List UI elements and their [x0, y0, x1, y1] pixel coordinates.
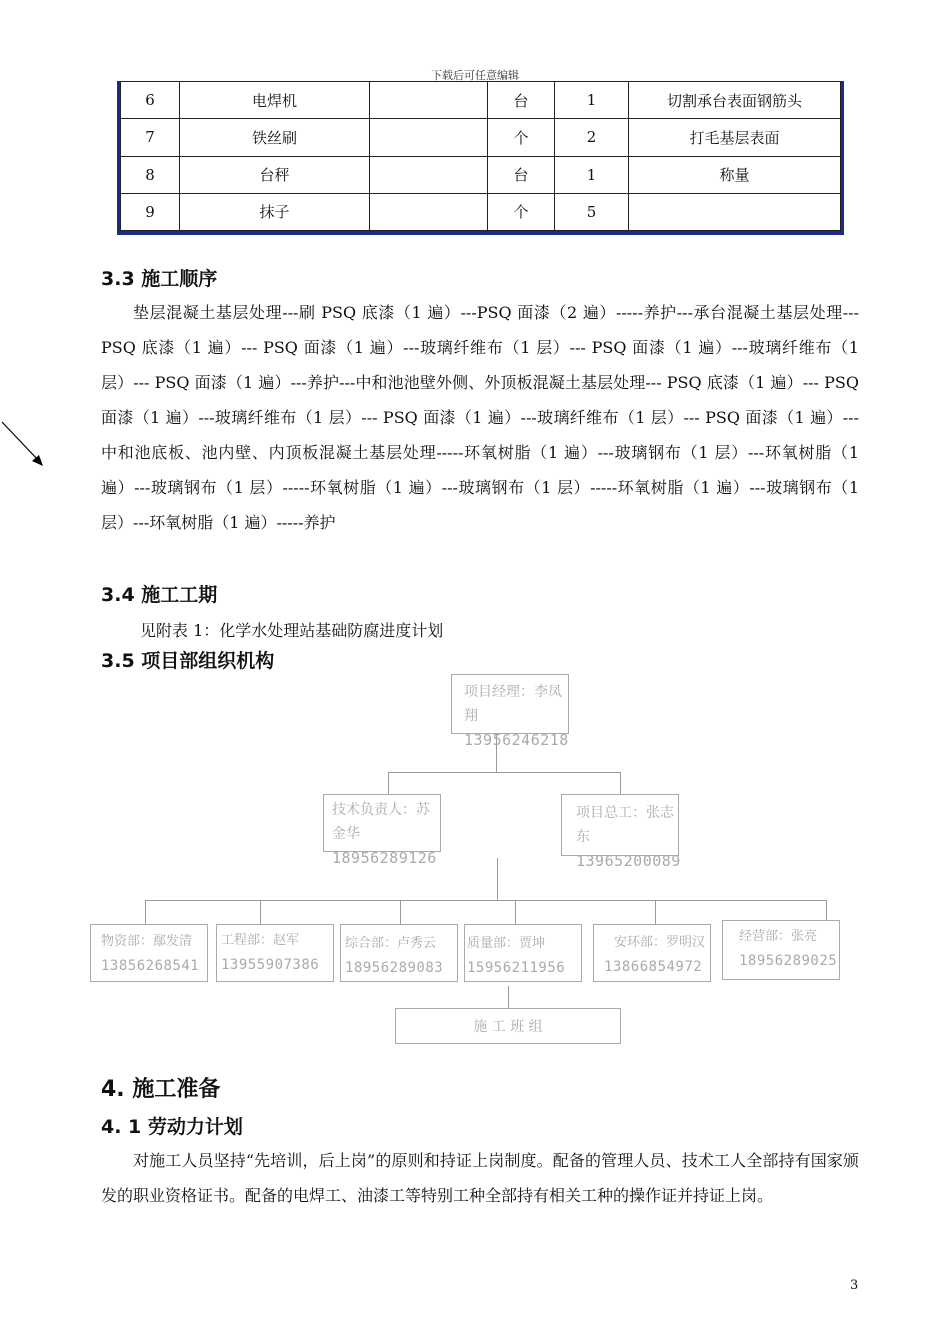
org-title: 技术负责人：苏金华 [332, 802, 430, 842]
cell-purpose [629, 193, 841, 230]
org-title: 经营部：张亮 [739, 929, 818, 944]
cell-name: 台秤 [180, 156, 370, 193]
org-phone: 18956289126 [332, 849, 437, 867]
connector-line [497, 858, 498, 900]
cell-unit: 台 [488, 82, 555, 119]
cell-no: 7 [121, 119, 180, 156]
org-phone: 15956211956 [467, 960, 566, 976]
cell-spec [370, 156, 488, 193]
connector-line [515, 900, 516, 924]
org-phone: 13856268541 [101, 958, 200, 974]
org-box-technical-lead [323, 794, 441, 867]
section-heading-3-4: 3.4 施工工期 [101, 584, 218, 606]
cell-spec [370, 82, 488, 119]
cell-no: 8 [121, 156, 180, 193]
org-box-business-dept [722, 920, 840, 980]
section-heading-3-5: 3.5 项目部组织机构 [101, 650, 275, 672]
schedule-reference: 见附表 1：化学水处理站基础防腐进度计划 [140, 621, 444, 640]
cell-unit: 个 [488, 193, 555, 230]
connector-line [620, 772, 621, 794]
construction-sequence-paragraph [101, 295, 859, 540]
table-row [121, 156, 841, 193]
org-title: 工程部：赵军 [221, 933, 300, 948]
paragraph-text: 对施工人员坚持“先培训，后上岗”的原则和持证上岗制度。配备的管理人员、技术工人全部持有国家颁发的职业资格证书。配备的电焊工、油漆工等特别工种全部持有相关工种的操作证并持证上岗。 [101, 1151, 859, 1205]
cell-unit: 台 [488, 156, 555, 193]
connector-line [260, 900, 261, 924]
org-title: 项目经理：李凤翔 [464, 684, 562, 724]
table-row [121, 82, 841, 119]
cell-unit: 个 [488, 119, 555, 156]
cell-no: 9 [121, 193, 180, 230]
cell-name: 铁丝刷 [180, 119, 370, 156]
table-row [121, 119, 841, 156]
cell-qty: 1 [555, 82, 629, 119]
connector-line [508, 986, 509, 1008]
section-heading-4-1: 4. 1 劳动力计划 [101, 1116, 243, 1138]
margin-arrow-icon [0, 420, 50, 470]
org-box-quality-dept [464, 924, 582, 982]
connector-line [388, 772, 620, 773]
org-box-engineering-dept [216, 924, 334, 982]
connector-line [388, 772, 389, 794]
cell-no: 6 [121, 82, 180, 119]
paragraph-text: 垫层混凝土基层处理---刷 PSQ 底漆（1 遍）---PSQ 面漆（2 遍）-----养护---承台混凝土基层处理---PSQ 底漆（1 遍）--- PSQ 面漆（1 遍）---玻璃纤维布（1 层）--- PSQ 面漆（1 遍）---玻璃纤维布（1 层）--- PSQ 面漆（1 遍）---养护---中和池池壁外侧、外顶板混凝土基层处理--- PSQ 底漆（1 遍）--- PSQ 面漆（1 遍）---玻璃纤维布（1 层）--- PSQ 面漆（1 遍）---玻璃纤维布（1 层）--- PSQ 面漆（1 遍）---中和池底板、池内壁、内顶板混凝土基层处理-----环氧树脂（1 遍）---玻璃钢布（1 层）---环氧树脂（1 遍）---玻璃钢布（1 层）-----环氧树脂（1 遍）---玻璃钢布（1 层）-----环氧树脂（1 遍）---玻璃钢布（1 层）---环氧树脂（1 遍）-----养护 [101, 303, 859, 532]
org-title: 质量部：贾坤 [467, 936, 546, 951]
cell-qty: 1 [555, 156, 629, 193]
org-title: 物资部：鄢发清 [101, 934, 193, 949]
org-title: 安环部：罗明汉 [614, 935, 706, 950]
org-phone: 18956289025 [739, 953, 838, 969]
org-title: 综合部：卢秀云 [345, 936, 437, 951]
cell-purpose: 切割承台表面钢筋头 [629, 82, 841, 119]
org-phone: 13866854972 [604, 959, 703, 975]
section-heading-4: 4. 施工准备 [101, 1077, 221, 1102]
header-watermark: 下载后可任意编辑 [431, 69, 519, 82]
cell-spec [370, 193, 488, 230]
connector-line [655, 900, 656, 924]
cell-name: 电焊机 [180, 82, 370, 119]
org-box-general-dept [340, 924, 458, 982]
connector-line [145, 900, 146, 924]
table-row [121, 193, 841, 230]
org-phone: 13965200089 [576, 852, 681, 870]
cell-name: 抹子 [180, 193, 370, 230]
cell-qty: 5 [555, 193, 629, 230]
cell-purpose: 称量 [629, 156, 841, 193]
org-phone: 13956246218 [464, 731, 569, 749]
equipment-table [117, 81, 844, 235]
org-box-safety-dept [593, 924, 711, 982]
cell-spec [370, 119, 488, 156]
org-box-project-manager [451, 674, 569, 749]
org-title: 项目总工：张志东 [576, 805, 674, 845]
org-box-materials-dept [90, 924, 208, 982]
org-phone: 18956289083 [345, 960, 444, 976]
org-box-work-crew: 施 工 班 组 [395, 1008, 621, 1044]
org-phone: 13955907386 [221, 957, 320, 973]
labor-plan-paragraph [101, 1143, 859, 1213]
cell-qty: 2 [555, 119, 629, 156]
org-box-chief-engineer [561, 794, 681, 870]
page-number: 3 [850, 1278, 859, 1293]
connector-line [400, 900, 401, 924]
cell-purpose: 打毛基层表面 [629, 119, 841, 156]
connector-line [145, 900, 827, 901]
section-heading-3-3: 3.3 施工顺序 [101, 268, 218, 290]
